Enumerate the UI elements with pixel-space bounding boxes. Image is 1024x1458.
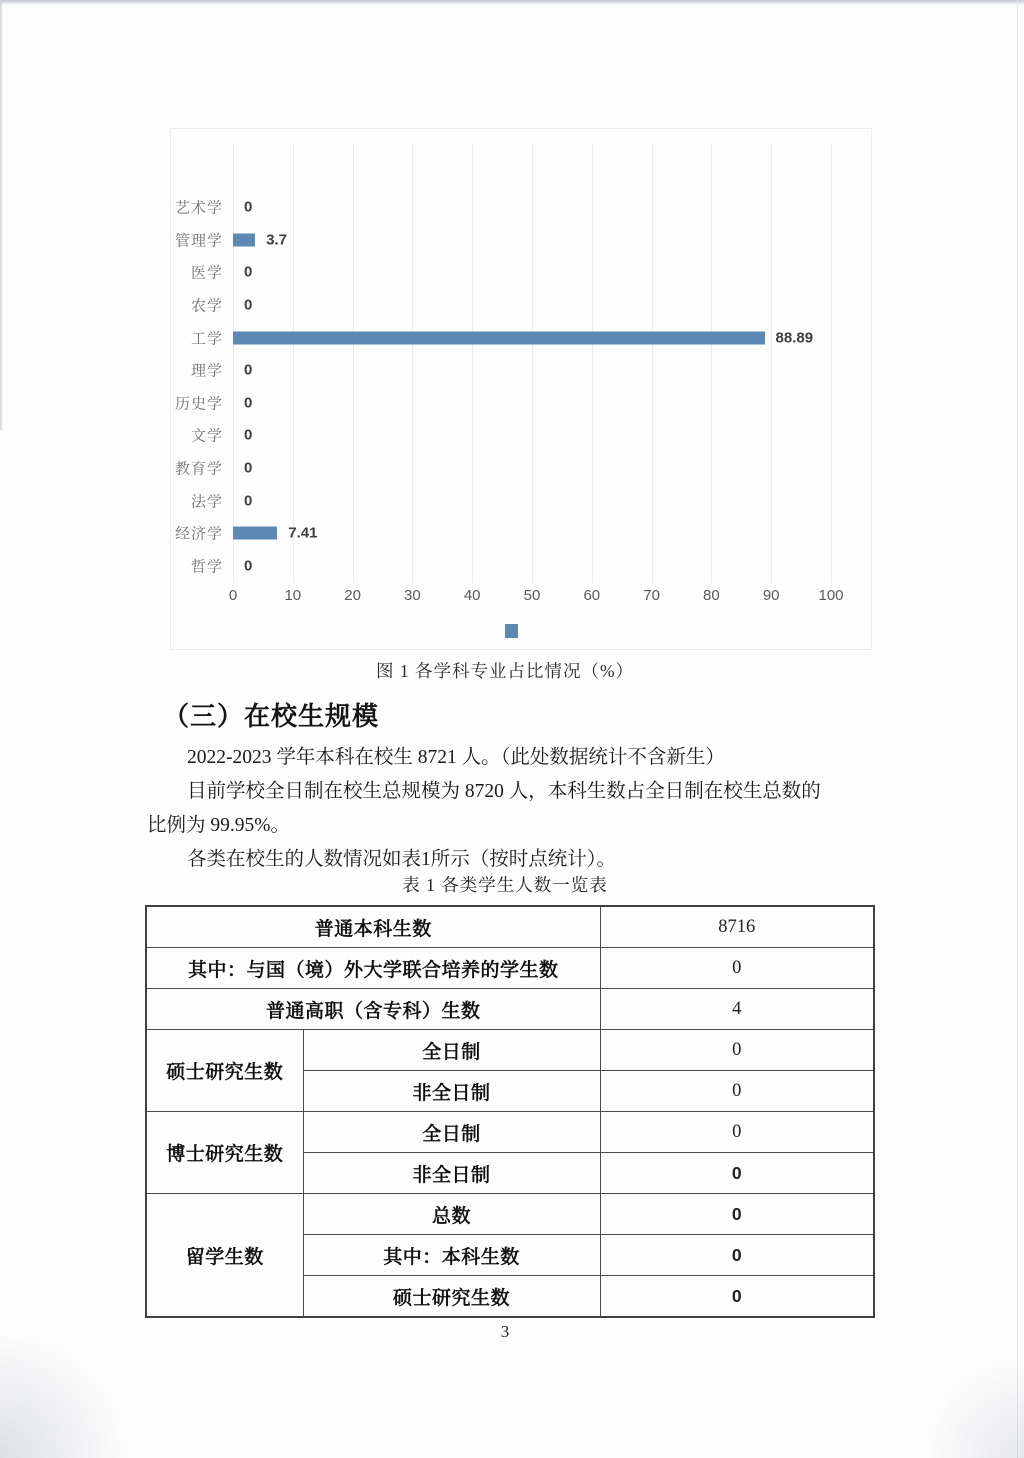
row-value: 0 <box>600 1071 874 1112</box>
chart-row <box>174 191 831 224</box>
row-value: 4 <box>600 989 874 1030</box>
value-label: 0 <box>244 361 253 379</box>
bar <box>233 527 277 540</box>
x-tick-label: 80 <box>703 587 720 604</box>
x-tick-label: 90 <box>762 587 780 604</box>
scan-shadow-bottom-right <box>894 1358 1024 1458</box>
value-label: 0 <box>244 296 253 314</box>
category-label: 文学 <box>190 427 223 445</box>
table-row <box>146 1112 874 1153</box>
figure-caption: 图 1 各学科专业占比情况（%） <box>375 661 635 681</box>
category-label: 教育学 <box>174 460 223 478</box>
paragraph-line: 各类在校生的人数情况如表1所示（按时点统计）。 <box>187 849 617 870</box>
x-tick-label: 100 <box>818 587 844 604</box>
row-value: 0 <box>600 1194 874 1235</box>
scan-edge-right <box>1017 0 1018 1458</box>
section-heading: （三）在校生规模 <box>163 701 380 731</box>
chart-row <box>190 354 831 387</box>
value-label: 0 <box>244 492 253 510</box>
body-text <box>147 741 889 877</box>
row-value: 8716 <box>600 906 874 948</box>
chart-row <box>190 321 831 354</box>
row-label: 硕士研究生数 <box>303 1276 600 1318</box>
legend-series-marker <box>505 624 518 638</box>
row-group-label: 硕士研究生数 <box>146 1030 303 1112</box>
category-label: 哲学 <box>190 558 223 576</box>
value-label: 0 <box>244 263 253 281</box>
table-row <box>146 948 874 989</box>
table-title: 表 1 各类学生人数一览表 <box>402 875 608 895</box>
row-label: 普通高职（含专科）生数 <box>146 989 600 1030</box>
x-tick-label: 60 <box>583 587 601 604</box>
row-label: 其中：与国（境）外大学联合培养的学生数 <box>146 948 600 989</box>
paragraph-line: 目前学校全日制在校生总规模为 8720 人，本科生数占全日制在校生总数的 <box>187 781 821 802</box>
row-value: 0 <box>600 1153 874 1194</box>
row-group-label: 留学生数 <box>146 1194 303 1318</box>
scan-edge-left <box>0 0 3 430</box>
bar <box>233 331 765 344</box>
row-label: 非全日制 <box>303 1153 600 1194</box>
row-value: 0 <box>600 1276 874 1318</box>
x-tick-label: 30 <box>404 587 421 604</box>
table-row <box>146 989 874 1030</box>
row-label: 全日制 <box>303 1030 600 1071</box>
row-label: 非全日制 <box>303 1071 600 1112</box>
value-label: 0 <box>244 459 253 477</box>
value-label: 0 <box>244 198 253 216</box>
scan-edge-top <box>0 0 1024 5</box>
category-label: 艺术学 <box>174 199 223 217</box>
category-label: 工学 <box>190 330 223 348</box>
chart-row <box>174 387 831 420</box>
value-label: 0 <box>244 426 253 444</box>
gridline <box>831 143 832 583</box>
chart-row <box>190 419 831 452</box>
row-value: 0 <box>600 1112 874 1153</box>
category-label: 农学 <box>190 297 223 315</box>
row-group-label: 博士研究生数 <box>146 1112 303 1194</box>
paragraph-line: 2022-2023 学年本科在校生 8721 人。（此处数据统计不含新生） <box>187 747 725 768</box>
category-label: 历史学 <box>174 395 223 413</box>
row-value: 0 <box>600 1030 874 1071</box>
discipline-share-chart <box>170 128 872 650</box>
scan-shadow-bottom-left <box>0 1328 160 1458</box>
x-tick-label: 10 <box>284 587 302 604</box>
x-axis-ticks <box>228 587 844 607</box>
x-tick-label: 20 <box>344 587 361 604</box>
value-label: 0 <box>244 394 253 412</box>
table-row <box>146 1030 874 1071</box>
value-label: 88.89 <box>775 329 814 347</box>
paragraph-line: 比例为 99.95%。 <box>147 815 290 836</box>
row-label: 全日制 <box>303 1112 600 1153</box>
table-row <box>146 1194 874 1235</box>
row-label: 总数 <box>303 1194 600 1235</box>
chart-row <box>190 484 831 517</box>
value-label: 7.41 <box>288 524 318 542</box>
row-label: 其中：本科生数 <box>303 1235 600 1276</box>
bar <box>233 233 255 246</box>
category-label: 理学 <box>190 362 223 380</box>
chart-row <box>190 550 831 583</box>
x-tick-label: 70 <box>643 587 660 604</box>
table-row <box>146 906 874 948</box>
row-value: 0 <box>600 1235 874 1276</box>
chart-row <box>174 517 831 550</box>
value-label: 3.7 <box>266 231 287 249</box>
category-label: 法学 <box>190 493 223 511</box>
category-label: 医学 <box>190 264 223 282</box>
x-tick-label: 40 <box>463 587 481 604</box>
category-label: 经济学 <box>174 525 223 543</box>
chart-rows <box>174 191 831 582</box>
value-label: 0 <box>244 557 253 575</box>
chart-row <box>190 256 831 289</box>
students-table <box>145 905 875 1318</box>
chart-row <box>190 289 831 322</box>
chart-row <box>174 224 831 257</box>
category-label: 管理学 <box>174 232 223 250</box>
x-tick-label: 0 <box>228 587 238 604</box>
x-tick-label: 50 <box>523 587 541 604</box>
row-value: 0 <box>600 948 874 989</box>
row-label: 普通本科生数 <box>146 906 600 948</box>
page-number: 3 <box>500 1322 510 1341</box>
chart-row <box>174 452 831 485</box>
